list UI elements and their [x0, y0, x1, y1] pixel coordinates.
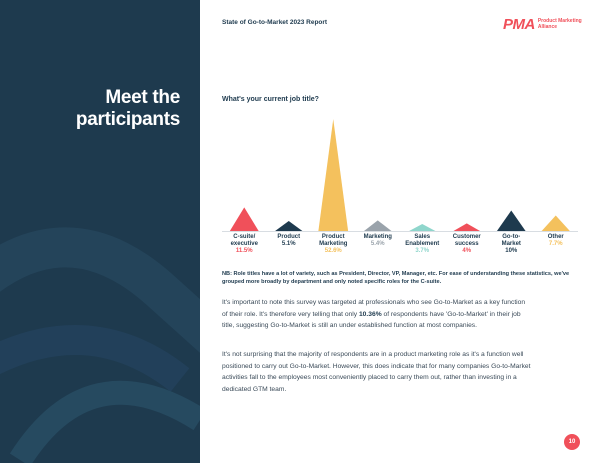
category-label-0 — [222, 234, 266, 256]
category-value-label: 11.5% — [235, 248, 253, 255]
category-name-line2: Market — [501, 241, 521, 248]
body-paragraph-1-text-b: of respondents have 'Go-to-Market' in their job title, suggesting Go-to-Market is still an under established function at most companies. — [222, 310, 521, 329]
body-paragraph-1 — [222, 297, 532, 332]
category-name-line2: success — [454, 241, 479, 248]
page-number-badge: 10 — [564, 434, 580, 450]
category-label-3 — [356, 234, 400, 248]
category-value-label: 5.1% — [281, 241, 296, 248]
chart-canvas — [222, 108, 578, 232]
category-value-label: 4% — [462, 248, 472, 255]
body-paragraph-2: It's not surprising that the majority of respondents are in a product marketing role as it's a function well positioned to carry out Go-to-Market. However, this does indicate that for many companies Go-to-Market activities fall to the employees most conveniently placed to carry them out, rather than investing in a dedicated GTM team. — [222, 351, 531, 393]
category-label-6 — [489, 234, 533, 256]
job-title-chart — [222, 108, 578, 232]
category-value-label: 3.7% — [415, 248, 430, 255]
logo-mark: PMA — [503, 15, 535, 33]
background-swirl-graphic — [0, 0, 200, 463]
category-name-line2: executive — [230, 241, 258, 248]
category-value-label: 5.4% — [370, 241, 385, 248]
category-label-7 — [534, 234, 578, 248]
category-name-line1: Product — [321, 234, 345, 240]
chart-bar-0 — [229, 207, 259, 232]
category-label-4 — [400, 234, 444, 256]
sidebar-panel — [0, 0, 200, 463]
logo-text — [538, 18, 582, 30]
chart-baseline — [222, 231, 578, 232]
chart-bar-6 — [496, 211, 526, 232]
section-title — [76, 87, 180, 131]
report-title: State of Go-to-Market 2023 Report — [222, 19, 328, 26]
category-name-line1: Marketing — [363, 234, 392, 240]
chart-bar-2 — [318, 119, 348, 232]
category-label-2 — [311, 234, 355, 256]
category-name-line1: C-suite/ — [233, 234, 256, 240]
category-name-line1: Customer — [452, 234, 481, 240]
category-name-line1: Sales — [414, 234, 431, 240]
category-label-5 — [445, 234, 489, 256]
category-name-line1: Product — [277, 234, 301, 240]
category-name-line2: Enablement — [405, 241, 440, 248]
category-name-line1: Go-to- — [502, 234, 521, 240]
category-value-label: 52.6% — [324, 248, 342, 255]
category-name-line1: Other — [547, 234, 564, 240]
category-name-line2: Marketing — [319, 241, 348, 248]
body-paragraph-1-text-a: It's important to note this survey was targeted at professionals who see Go-to-Market as a key function of their role. It's therefore very telling that only — [222, 299, 526, 318]
category-value-label: 7.7% — [548, 241, 563, 248]
section-title-line2: participants — [75, 109, 180, 130]
chart-bar-7 — [541, 215, 571, 232]
category-label-1 — [267, 234, 311, 248]
category-value-label: 10% — [505, 248, 518, 255]
highlight-stat: 10.36% — [358, 310, 382, 318]
section-title-line1: Meet the — [105, 87, 180, 108]
chart-title: What's your current job title? — [222, 96, 319, 103]
pma-logo — [503, 14, 582, 34]
logo-text-line1: Product Marketing — [537, 18, 582, 24]
chart-footnote: NB: Role titles have a lot of variety, such as President, Director, VP, Manager, etc. For ease of understanding these statistics, we've grouped more broadly by department and only noted specific roles for the C-suite. — [222, 271, 570, 285]
logo-text-line2: Alliance — [537, 24, 558, 30]
